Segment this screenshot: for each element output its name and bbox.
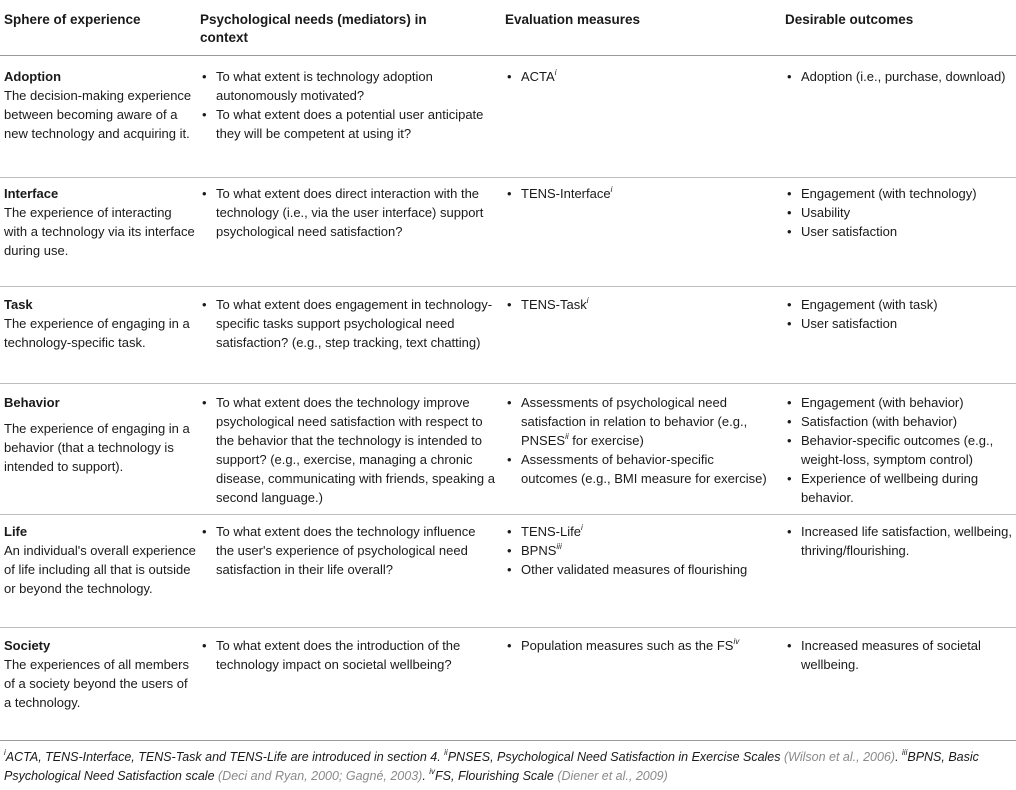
- list-item: • Population measures such as the FS$^{iv}$: [505, 636, 773, 655]
- list-item: • TENS-Life$^i$: [505, 522, 773, 541]
- header-measures: Evaluation measures: [505, 12, 641, 27]
- list-item: • ACTA$^i$: [505, 67, 773, 86]
- list-item: • To what extent does the technology improve psychological need satisfaction with respect to the behavior that the technology is intended to support? (e.g., exercise, managing a chronic disease, communicating with friends, speaking a second language.): [200, 393, 496, 507]
- list-item: • User satisfaction: [785, 222, 1016, 241]
- sphere-cell: [4, 636, 198, 712]
- sphere-cell: [4, 295, 198, 352]
- list-item: • Engagement (with task): [785, 295, 1016, 314]
- list-item: • To what extent does a potential user anticipate they will be competent at using it?: [200, 105, 496, 143]
- row-divider: [0, 177, 1016, 178]
- list-item: • User satisfaction: [785, 314, 1016, 333]
- list-item: • Engagement (with behavior): [785, 393, 1016, 412]
- list-item: • BPNS$^{iii}$: [505, 541, 773, 560]
- measures-cell: [505, 636, 773, 655]
- citation-link[interactable]: (Deci and Ryan, 2000; Gagné, 2003): [218, 769, 423, 783]
- sphere-cell: [4, 393, 198, 476]
- sphere-cell: [4, 67, 198, 143]
- list-item: • To what extent does direct interaction with the technology (i.e., via the user interface) support psychological need satisfaction?: [200, 184, 496, 241]
- header-rule: [0, 55, 1016, 56]
- list-item: • TENS-Task$^i$: [505, 295, 773, 314]
- outcomes-cell: [785, 636, 1016, 674]
- sphere-title: Interface: [4, 186, 59, 201]
- list-item: • Behavior-specific outcomes (e.g., weight-loss, symptom control): [785, 431, 1016, 469]
- sphere-title: Task: [4, 297, 33, 312]
- list-item: • To what extent does the introduction of the technology impact on societal wellbeing?: [200, 636, 496, 674]
- sphere-title: Life: [4, 524, 28, 539]
- outcomes-cell: [785, 393, 1016, 507]
- sphere-cell: [4, 184, 198, 260]
- sphere-description: The experiences of all members of a society beyond the users of a technology.: [4, 657, 189, 710]
- outcomes-cell: [785, 67, 1016, 86]
- outcomes-cell: [785, 184, 1016, 241]
- list-item: • To what extent does the technology influence the user's experience of psychological need satisfaction in their life overall?: [200, 522, 496, 579]
- list-item: • Assessments of psychological need satisfaction in relation to behavior (e.g., PNSES$^{ii}$ for exercise): [505, 393, 773, 450]
- row-divider: [0, 383, 1016, 384]
- list-item: • Satisfaction (with behavior): [785, 412, 1016, 431]
- measures-cell: [505, 184, 773, 203]
- needs-cell: [200, 184, 496, 241]
- sphere-description: The experience of engaging in a behavior (that a technology is intended to support).: [4, 421, 190, 474]
- needs-cell: [200, 67, 496, 143]
- row-divider: [0, 514, 1016, 515]
- header-outcomes: Desirable outcomes: [785, 12, 914, 27]
- sphere-description: The experience of engaging in a technology-specific task.: [4, 316, 190, 350]
- list-item: • Other validated measures of flourishing: [505, 560, 773, 579]
- header-sphere: Sphere of experience: [4, 12, 141, 27]
- list-item: • Usability: [785, 203, 1016, 222]
- table-bottom-rule: [0, 740, 1016, 741]
- table-footnote: $^i$ACTA, TENS-Interface, TENS-Task and TENS-Life are introduced in section 4. $^{ii}$PNSES, Psychological Need Satisfaction in Exercise Scales (Wilson et al., 2006). $^{iii}$BPNS, Basic Psychological Need Satisfaction scale (Deci and Ryan, 2000; Gagné, 2003). $^{iv}$FS, Flourishing Scale (Diener et al., 2009): [4, 748, 979, 783]
- sphere-title: Adoption: [4, 69, 62, 84]
- header-needs: Psychological needs (mediators) in context: [200, 12, 427, 45]
- list-item: • Assessments of behavior-specific outcomes (e.g., BMI measure for exercise): [505, 450, 773, 488]
- sphere-title: Behavior: [4, 395, 60, 410]
- outcomes-cell: [785, 522, 1016, 560]
- needs-cell: [200, 393, 496, 507]
- list-item: • To what extent does engagement in technology-specific tasks support psychological need satisfaction? (e.g., step tracking, text chatting): [200, 295, 496, 352]
- citation-link[interactable]: (Wilson et al., 2006): [784, 750, 896, 764]
- needs-cell: [200, 636, 496, 674]
- list-item: • Experience of wellbeing during behavior.: [785, 469, 1016, 507]
- list-item: • Engagement (with technology): [785, 184, 1016, 203]
- list-item: • Increased measures of societal wellbeing.: [785, 636, 1016, 674]
- measures-cell: [505, 295, 773, 314]
- sphere-description: An individual's overall experience of life including all that is outside or beyond the technology.: [4, 543, 196, 596]
- outcomes-cell: [785, 295, 1016, 333]
- list-item: • TENS-Interface$^i$: [505, 184, 773, 203]
- sphere-description: The experience of interacting with a technology via its interface during use.: [4, 205, 195, 258]
- sphere-cell: [4, 522, 198, 598]
- list-item: • Increased life satisfaction, wellbeing, thriving/flourishing.: [785, 522, 1016, 560]
- measures-cell: [505, 393, 773, 488]
- list-item: • To what extent is technology adoption autonomously motivated?: [200, 67, 496, 105]
- needs-cell: [200, 295, 496, 352]
- sphere-title: Society: [4, 638, 51, 653]
- sphere-description: The decision-making experience between becoming aware of a new technology and acquiring it.: [4, 88, 192, 141]
- citation-link[interactable]: (Diener et al., 2009): [557, 769, 668, 783]
- needs-cell: [200, 522, 496, 579]
- measures-cell: [505, 522, 773, 579]
- measures-cell: [505, 67, 773, 86]
- list-item: • Adoption (i.e., purchase, download): [785, 67, 1016, 86]
- row-divider: [0, 627, 1016, 628]
- row-divider: [0, 286, 1016, 287]
